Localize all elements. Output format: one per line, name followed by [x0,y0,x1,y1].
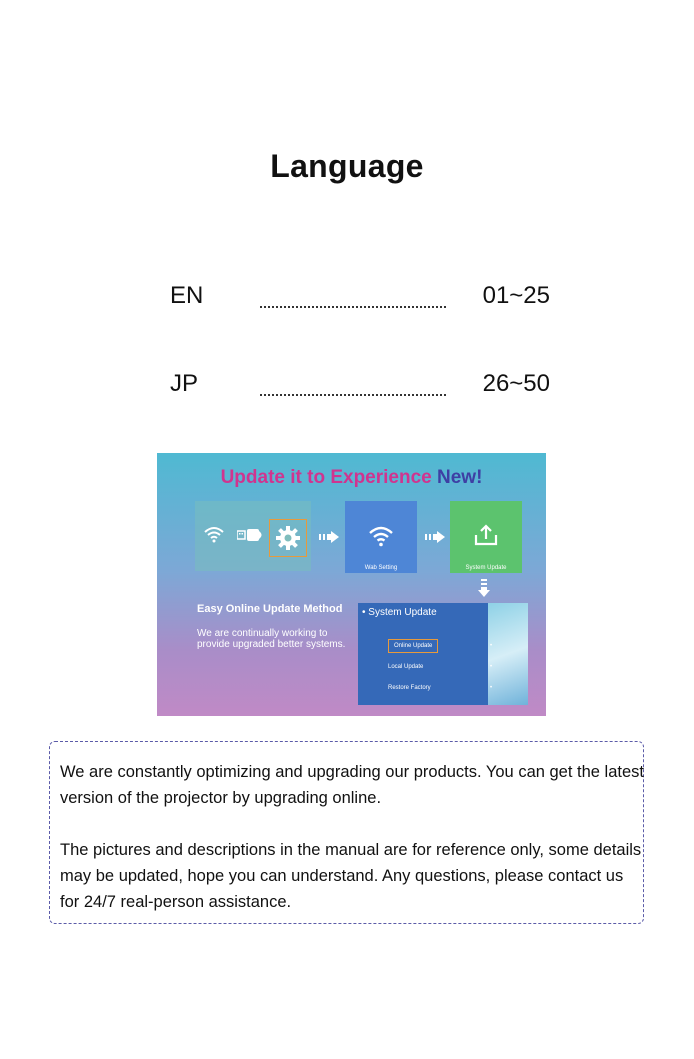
wifi-icon [368,525,394,547]
arrow-down-icon [478,579,490,597]
menu-bullet: • [490,643,493,649]
arrow-right-icon [425,531,445,543]
page-range: 01~25 [482,282,550,309]
settings-selection-frame [269,519,307,557]
dot-leader [260,284,446,308]
settings-card [195,501,311,571]
page-title: Language [270,148,424,184]
menu-item-restore-factory[interactable]: Restore Factory [388,685,431,691]
gear-icon [276,526,300,550]
panel-background-image [488,603,528,705]
notice-paragraph-1: We are constantly optimizing and upgrading our products. You can get the latest version of the projector by upgrading online. [60,763,644,807]
upload-icon [473,523,499,547]
method-title: Easy Online Update Method [197,603,343,615]
wifi-card-label: Wab Setting [364,565,398,571]
headline-part-2: New! [437,467,483,488]
notice-box [49,741,644,924]
menu-bullet: • [490,685,493,691]
wifi-icon [203,525,225,543]
usb-icon [237,528,265,542]
language-row-en [170,282,550,316]
dot-leader [260,372,446,396]
arrow-right-icon [319,531,339,543]
menu-item-local-update[interactable]: Local Update [388,664,424,670]
panel-title: • System Update [362,607,437,618]
menu-bullet: • [490,664,493,670]
wifi-setting-card [345,501,417,573]
banner-headline [157,467,546,489]
menu-item-online-update[interactable]: Online Update [388,639,438,653]
language-row-jp [170,370,550,404]
language-code: EN [170,282,204,309]
system-update-card [450,501,522,573]
system-update-menu [358,603,528,705]
page-range: 26~50 [482,370,550,397]
update-promo-banner [157,453,546,716]
headline-part-1: Update it to Experience [220,467,438,488]
language-code: JP [170,370,199,397]
notice-paragraph-2: The pictures and descriptions in the manual are for reference only, some details may be updated, hope you can understand. Any questions, please contact us for 24/7 real-person assistance. [60,841,642,911]
update-card-label: System Update [465,565,507,571]
method-description: We are continually working to provide upgraded better systems. [197,628,346,650]
